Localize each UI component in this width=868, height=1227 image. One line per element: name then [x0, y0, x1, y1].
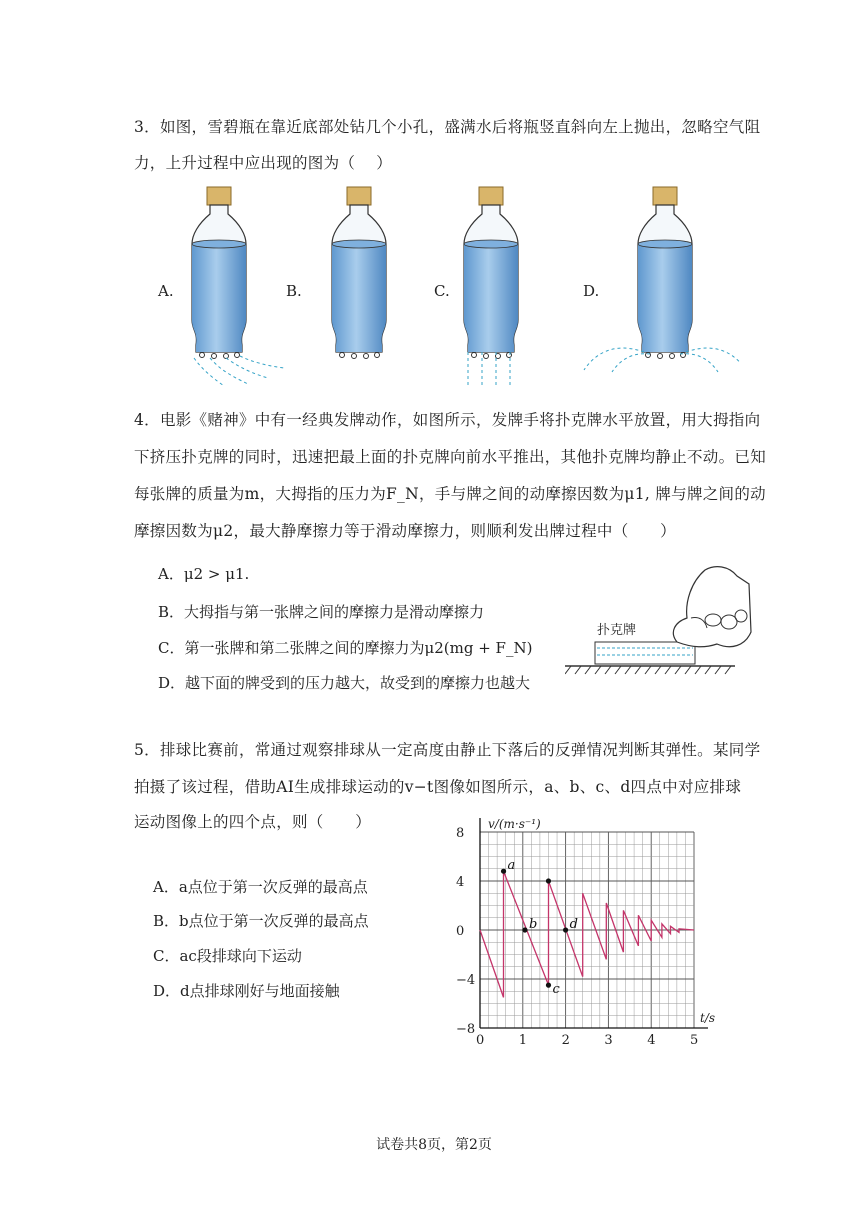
q4-card-figure	[565, 562, 755, 682]
q3-option-a-label: A.	[158, 282, 174, 300]
series-line	[480, 871, 694, 997]
point-label-a: a	[507, 858, 516, 874]
q3-line-2: 力，上升过程中应出现的图为（ ）	[134, 154, 393, 172]
q5-option-c: C．ac段排球向下运动	[153, 947, 302, 965]
q4-line-1: 4．电影《赌神》中有一经典发牌动作，如图所示，发牌手将扑克牌水平放置，用大拇指向	[134, 411, 761, 429]
point-a	[501, 869, 506, 874]
q5-line-1: 5．排球比赛前，常通过观察排球从一定高度由静止下落后的反弹情况判断其弹性。某同学	[134, 741, 761, 759]
q4-line-3: 每张牌的质量为m，大拇指的压力为F_N，手与牌之间的动摩擦因数为μ1, 牌与牌之间的动	[134, 485, 766, 503]
point-label-c: c	[552, 982, 560, 998]
q5-option-a: A．a点位于第一次反弹的最高点	[153, 878, 368, 896]
y-tick-label: 4	[456, 875, 465, 890]
q4-line-4: 摩擦因数为μ2，最大静摩擦力等于滑动摩擦力，则顺利发出牌过程中（ ）	[134, 522, 676, 540]
point-label-b: b	[528, 917, 538, 932]
point-label-d: d	[569, 917, 578, 932]
q5-option-b: B．b点位于第一次反弹的最高点	[153, 912, 369, 930]
y-tick-label: −4	[456, 973, 476, 988]
q3-line-1: 3．如图，雪碧瓶在靠近底部处钻几个小孔，盛满水后将瓶竖直斜向左上抛出，忽略空气阻	[134, 118, 761, 136]
x-tick-label: 3	[604, 1033, 613, 1048]
bottle-c	[464, 187, 518, 386]
point-c	[546, 983, 551, 988]
x-axis-label: t/s	[700, 1011, 716, 1025]
x-tick-label: 2	[561, 1033, 570, 1048]
bottle-d	[584, 187, 740, 372]
x-tick-label: 4	[647, 1033, 656, 1048]
bottle-b	[332, 187, 386, 359]
q4-option-d: D．越下面的牌受到的压力越大，故受到的摩擦力也越大	[158, 674, 531, 692]
point-b	[522, 927, 527, 932]
q5-line-2: 拍摄了该过程，借助AI生成排球运动的v−t图像如图所示，a、b、c、d四点中对应排球	[134, 778, 742, 796]
x-tick-label: 5	[690, 1033, 699, 1048]
y-axis-label: v/(m·s⁻¹)	[488, 817, 541, 831]
q4-option-a: A．μ2 > μ1.	[158, 565, 250, 583]
q4-line-2: 下挤压扑克牌的同时，迅速把最上面的扑克牌向前水平推出，其他扑克牌均静止不动。已知	[134, 448, 767, 466]
point-d	[563, 927, 568, 932]
q4-option-b: B．大拇指与第一张牌之间的摩擦力是滑动摩擦力	[158, 603, 485, 621]
x-tick-label: 1	[518, 1033, 528, 1048]
q3-bottles-figure	[150, 180, 740, 390]
bottle-a	[192, 187, 284, 386]
page-footer: 试卷共8页，第2页	[376, 1137, 492, 1153]
q4-option-c: C．第一张牌和第二张牌之间的摩擦力为μ2(mg + F_N)	[158, 639, 533, 657]
card-label: 扑克牌	[597, 623, 637, 638]
point-peak	[546, 878, 551, 883]
y-tick-label: 8	[456, 826, 465, 841]
y-tick-label: 0	[456, 924, 465, 939]
q5-option-d: D．d点排球刚好与地面接触	[153, 982, 340, 1000]
q5-line-3: 运动图像上的四个点，则（ ）	[134, 813, 372, 831]
x-tick-label: 0	[476, 1033, 485, 1048]
q3-option-b-label: B.	[286, 282, 302, 300]
q3-option-c-label: C.	[434, 282, 450, 300]
q3-option-d-label: D.	[583, 282, 600, 300]
y-tick-label: −8	[456, 1022, 476, 1037]
vt-chart	[440, 812, 740, 1052]
